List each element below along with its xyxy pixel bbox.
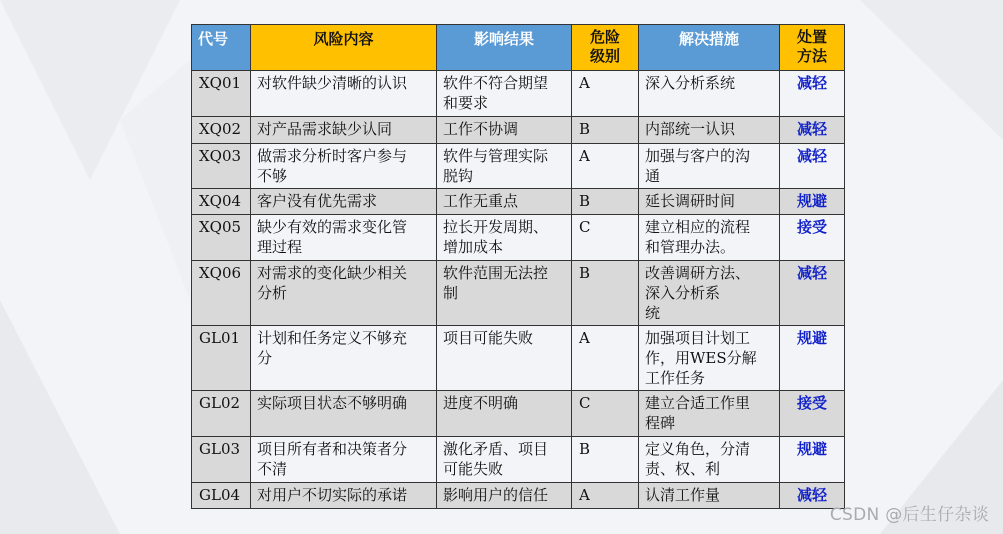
level-cell: B <box>572 261 639 326</box>
level-cell: B <box>572 117 639 144</box>
risk-content-cell: 对需求的变化缺少相关 分析 <box>251 261 437 326</box>
code-cell: GL04 <box>192 483 251 509</box>
method-cell: 接受 <box>780 215 845 261</box>
solution-cell: 加强项目计划工 作，用WES分解 工作任务 <box>639 326 780 391</box>
table-row <box>192 215 845 261</box>
table-row <box>192 261 845 326</box>
method-cell: 接受 <box>780 391 845 437</box>
code-cell: GL03 <box>192 437 251 483</box>
solution-cell: 延长调研时间 <box>639 189 780 215</box>
level-cell: A <box>572 71 639 117</box>
risk-content-cell: 对产品需求缺少认同 <box>251 117 437 144</box>
method-cell: 减轻 <box>780 71 845 117</box>
solution-cell: 认清工作量 <box>639 483 780 509</box>
header-solution: 解决措施 <box>639 25 780 71</box>
level-cell: C <box>572 391 639 437</box>
solution-cell: 深入分析系统 <box>639 71 780 117</box>
table-row <box>192 71 845 117</box>
impact-cell: 拉长开发周期、 增加成本 <box>437 215 572 261</box>
solution-cell: 内部统一认识 <box>639 117 780 144</box>
table-row <box>192 483 845 509</box>
code-cell: XQ04 <box>192 189 251 215</box>
code-cell: XQ06 <box>192 261 251 326</box>
risk-content-cell: 对软件缺少清晰的认识 <box>251 71 437 117</box>
risk-content-cell: 项目所有者和决策者分 不清 <box>251 437 437 483</box>
method-cell: 规避 <box>780 326 845 391</box>
level-cell: C <box>572 215 639 261</box>
impact-cell: 影响用户的信任 <box>437 483 572 509</box>
table-row <box>192 326 845 391</box>
level-cell: A <box>572 483 639 509</box>
impact-cell: 软件与管理实际 脱钩 <box>437 144 572 189</box>
method-cell: 减轻 <box>780 117 845 144</box>
header-method: 处置 方法 <box>780 25 845 71</box>
table-row <box>192 189 845 215</box>
impact-cell: 项目可能失败 <box>437 326 572 391</box>
impact-cell: 进度不明确 <box>437 391 572 437</box>
code-cell: XQ01 <box>192 71 251 117</box>
table-row <box>192 437 845 483</box>
impact-cell: 工作无重点 <box>437 189 572 215</box>
risk-content-cell: 计划和任务定义不够充 分 <box>251 326 437 391</box>
solution-cell: 改善调研方法、 深入分析系 统 <box>639 261 780 326</box>
level-cell: B <box>572 437 639 483</box>
code-cell: XQ05 <box>192 215 251 261</box>
risk-content-cell: 对用户不切实际的承诺 <box>251 483 437 509</box>
table-row <box>192 144 845 189</box>
level-cell: A <box>572 326 639 391</box>
impact-cell: 软件不符合期望 和要求 <box>437 71 572 117</box>
method-cell: 减轻 <box>780 483 845 509</box>
header-level: 危险 级别 <box>572 25 639 71</box>
code-cell: GL01 <box>192 326 251 391</box>
level-cell: A <box>572 144 639 189</box>
method-cell: 减轻 <box>780 261 845 326</box>
impact-cell: 激化矛盾、项目 可能失败 <box>437 437 572 483</box>
code-cell: XQ03 <box>192 144 251 189</box>
header-code: 代号 <box>192 25 251 71</box>
header-row <box>192 25 845 71</box>
method-cell: 减轻 <box>780 144 845 189</box>
solution-cell: 定义角色，分清 责、权、利 <box>639 437 780 483</box>
risk-content-cell: 做需求分析时客户参与 不够 <box>251 144 437 189</box>
header-impact: 影响结果 <box>437 25 572 71</box>
solution-cell: 加强与客户的沟 通 <box>639 144 780 189</box>
header-content: 风险内容 <box>251 25 437 71</box>
risk-table <box>191 24 845 509</box>
method-cell: 规避 <box>780 437 845 483</box>
code-cell: GL02 <box>192 391 251 437</box>
impact-cell: 工作不协调 <box>437 117 572 144</box>
code-cell: XQ02 <box>192 117 251 144</box>
risk-content-cell: 实际项目状态不够明确 <box>251 391 437 437</box>
risk-content-cell: 客户没有优先需求 <box>251 189 437 215</box>
risk-content-cell: 缺少有效的需求变化管 理过程 <box>251 215 437 261</box>
watermark: CSDN @后生仔杂谈 <box>829 505 989 525</box>
table-row <box>192 391 845 437</box>
table-row <box>192 117 845 144</box>
solution-cell: 建立合适工作里 程碑 <box>639 391 780 437</box>
method-cell: 规避 <box>780 189 845 215</box>
impact-cell: 软件范围无法控 制 <box>437 261 572 326</box>
solution-cell: 建立相应的流程 和管理办法。 <box>639 215 780 261</box>
level-cell: B <box>572 189 639 215</box>
